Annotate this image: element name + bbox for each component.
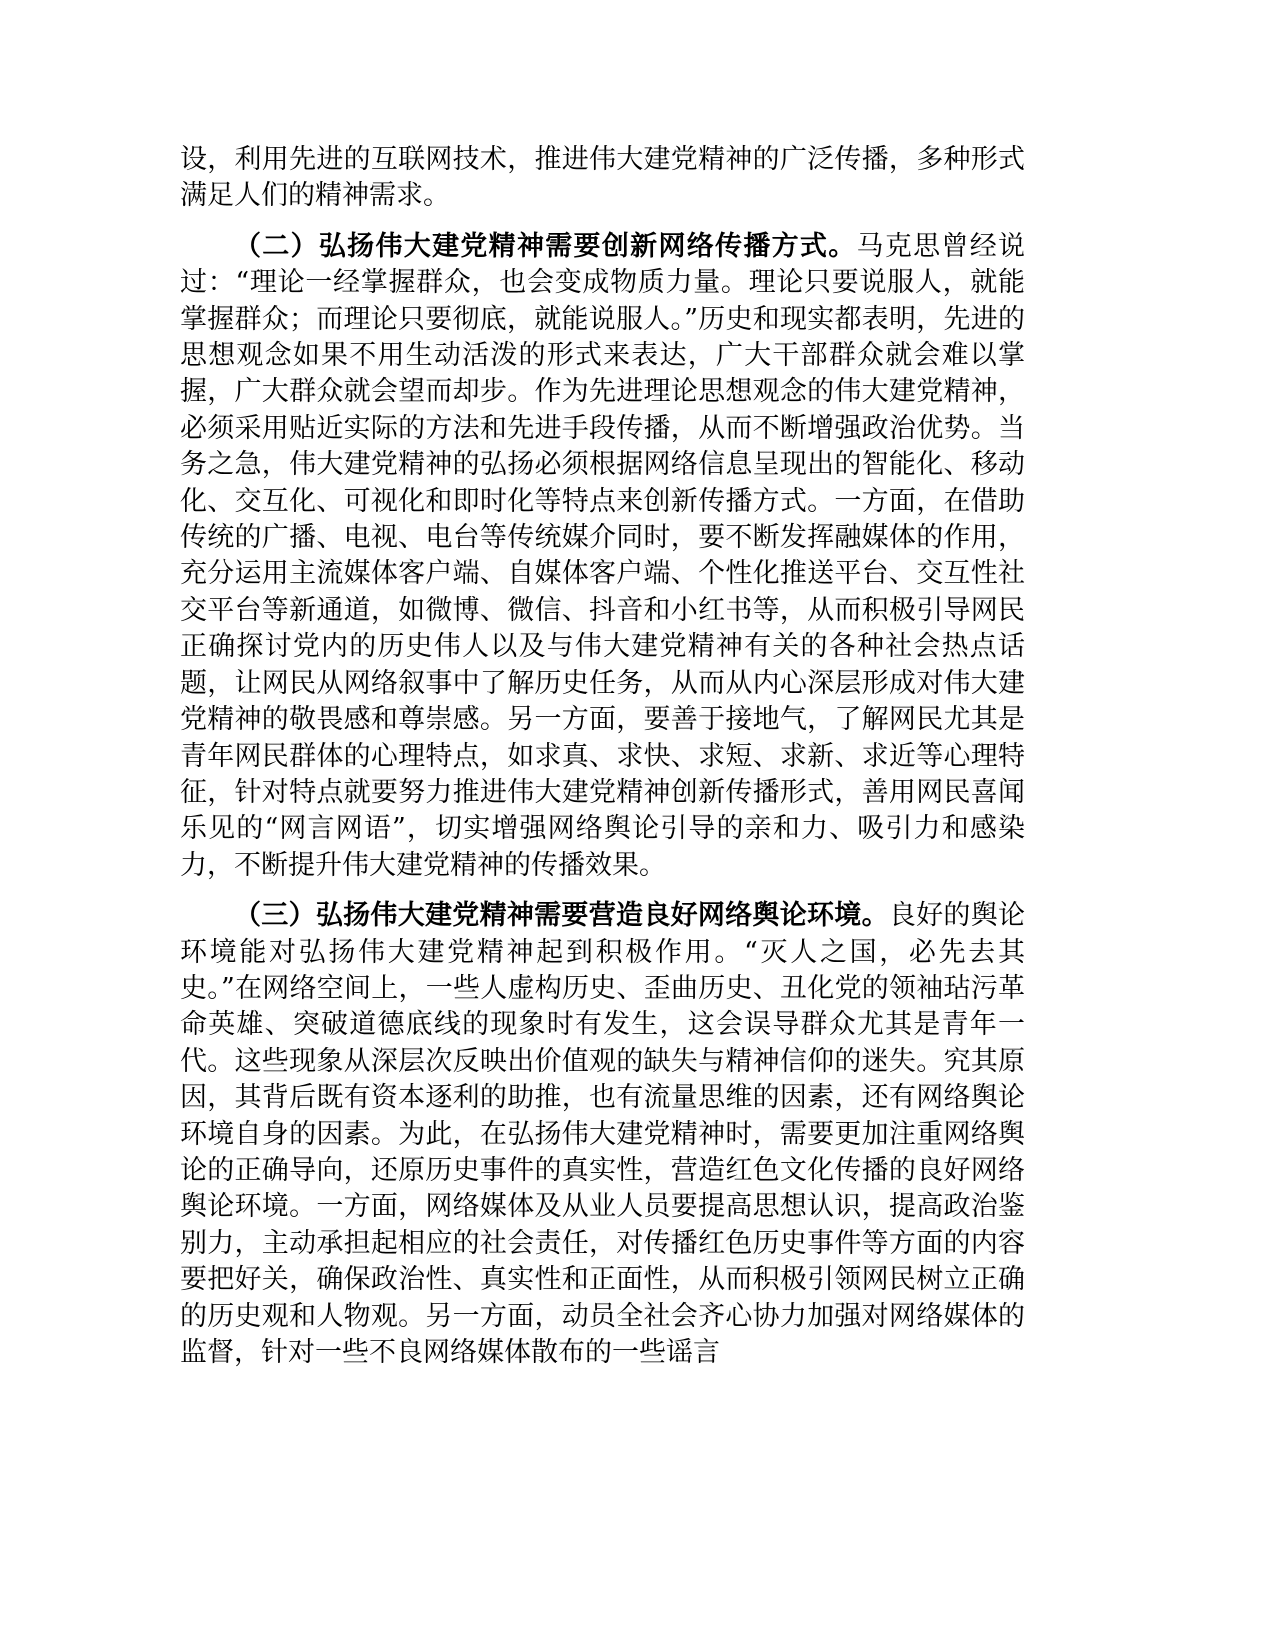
paragraph-continuation <box>180 142 1025 215</box>
section-heading: （二）弘扬伟大建党精神需要创新网络传播方式。 <box>234 230 857 262</box>
paragraph-text: 马克思曾经说过：“理论一经掌握群众，也会变成物质力量。理论只要说服人，就能掌握群众；而理论只要彻底，就能说服人。”历史和现实都表明，先进的思想观念如果不用生动活泼的形式来表达，广大干部群众就会难以掌握，广大群众就会望而却步。作为先进理论思想观念的伟大建党精神，必须采用贴近实际的方法和先进手段传播，从而不断增强政治优势。当务之急，伟大建党精神的弘扬必须根据网络信息呈现出的智能化、移动化、交互化、可视化和即时化等特点来创新传播方式。一方面，在借助传统的广播、电视、电台等传统媒介同时，要不断发挥融媒体的作用，充分运用主流媒体客户端、自媒体客户端、个性化推送平台、交互性社交平台等新通道，如微博、微信、抖音和小红书等，从而积极引导网民正确探讨党内的历史伟人以及与伟大建党精神有关的各种社会热点话题，让网民从网络叙事中了解历史任务，从而从内心深层形成对伟大建党精神的敬畏感和尊崇感。另一方面，要善于接地气，了解网民尤其是青年网民群体的心理特点，如求真、求快、求短、求新、求近等心理特征，针对特点就要努力推进伟大建党精神创新传播形式，善用网民喜闻乐见的“网言网语”，切实增强网络舆论引导的亲和力、吸引力和感染力，不断提升伟大建党精神的传播效果。 <box>180 230 1026 881</box>
paragraph-section-3 <box>180 898 1025 1371</box>
document-page <box>180 142 1025 1385</box>
section-heading: （三）弘扬伟大建党精神需要营造良好网络舆论环境。 <box>234 900 889 932</box>
paragraph-text: 良好的舆论环境能对弘扬伟大建党精神起到积极作用。“灭人之国，必先去其史。”在网络空间上，一些人虚构历史、歪曲历史、丑化党的领袖玷污革命英雄、突破道德底线的现象时有发生，这会误导群众尤其是青年一代。这些现象从深层次反映出价值观的缺失与精神信仰的迷失。究其原因，其背后既有资本逐利的助推，也有流量思维的因素，还有网络舆论环境自身的因素。为此，在弘扬伟大建党精神时，需要更加注重网络舆论的正确导向，还原历史事件的真实性，营造红色文化传播的良好网络舆论环境。一方面，网络媒体及从业人员要提高思想认识，提高政治鉴别力，主动承担起相应的社会责任，对传播红色历史事件等方面的内容要把好关，确保政治性、真实性和正面性，从而积极引领网民树立正确的历史观和人物观。另一方面，动员全社会齐心协力加强对网络媒体的监督，针对一些不良网络媒体散布的一些谣言 <box>180 900 1026 1368</box>
paragraph-text: 设，利用先进的互联网技术，推进伟大建党精神的广泛传播，多种形式满足人们的精神需求。 <box>180 144 1025 212</box>
paragraph-section-2 <box>180 229 1025 884</box>
